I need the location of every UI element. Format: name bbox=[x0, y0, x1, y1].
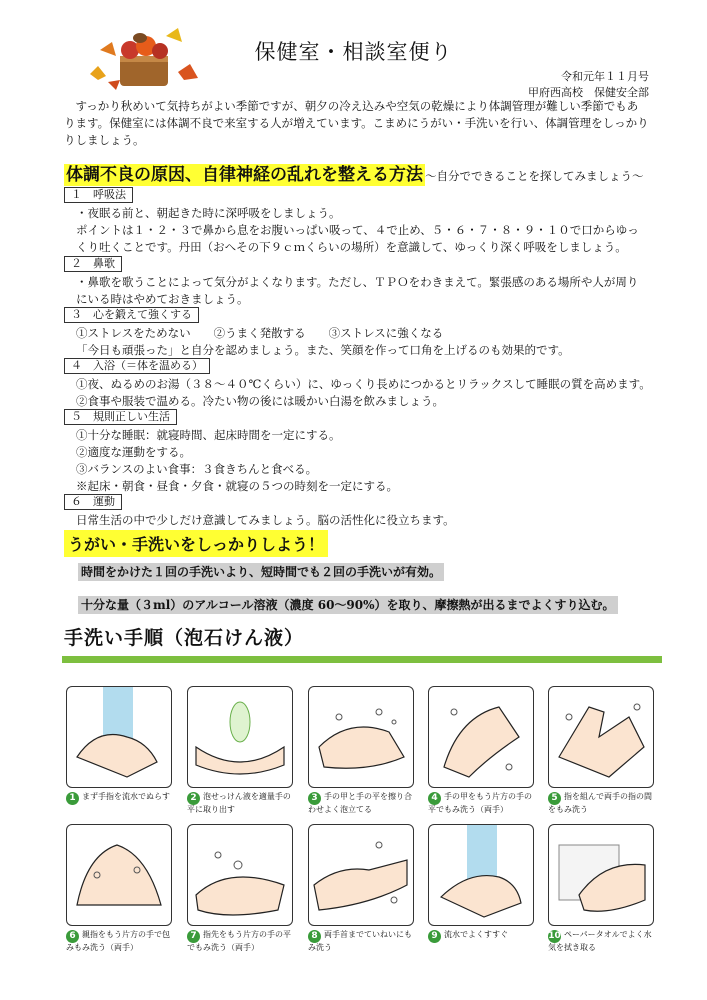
section-line: ②食事や服装で温める。冷たい物の後には暖かい白湯を飲みましょう。 bbox=[76, 394, 444, 408]
step-number: 1 bbox=[66, 792, 79, 805]
step-number: 3 bbox=[308, 792, 321, 805]
step-illustration bbox=[187, 686, 293, 788]
section-label: ４ 入浴（＝体を温める） bbox=[64, 358, 210, 374]
note-two-washes bbox=[78, 561, 444, 580]
section-label: ５ 規則正しい生活 bbox=[64, 409, 177, 425]
section-line: くり吐くことです。丹田（おへその下９ｃｍくらいの場所）を意識して、ゆっくり深く呼吸をしましょう。 bbox=[76, 240, 627, 254]
step-number: 5 bbox=[548, 792, 561, 805]
section-line: ③バランスのよい食事：３食きちんと食べる。 bbox=[76, 462, 318, 476]
section-line: 「今日も頑張った」と自分を認めましょう。また、笑顔を作って口角を上げるのも効果的です。 bbox=[76, 343, 570, 357]
step-caption: 10 ペーパータオルでよく水気を拭き取る bbox=[548, 930, 652, 952]
step-illustration bbox=[187, 824, 293, 926]
issue-date: 令和元年１１月号 bbox=[561, 70, 649, 83]
note-text: 時間をかけた１回の手洗いより、短時間でも２回の手洗いが有効。 bbox=[78, 563, 444, 581]
intro-line: ります。保健室には体調不良で来室する人が増えています。こまめにうがい・手洗いを行い、体調管理をしっかり bbox=[64, 116, 649, 130]
step-card bbox=[308, 686, 418, 815]
step-illustration bbox=[548, 824, 654, 926]
step-number: 6 bbox=[66, 930, 79, 943]
step-card bbox=[428, 824, 538, 943]
divider-bar bbox=[62, 656, 662, 663]
step-number: 2 bbox=[187, 792, 200, 805]
section-bathing bbox=[64, 357, 662, 410]
step-number: 8 bbox=[308, 930, 321, 943]
school-name: 甲府西高校 保健安全部 bbox=[528, 86, 649, 99]
step-card bbox=[187, 686, 297, 815]
section-label: ２ 鼻歌 bbox=[64, 256, 122, 272]
section-regular-life bbox=[64, 408, 662, 495]
step-caption: 9 流水でよくすすぐ bbox=[428, 930, 538, 943]
intro-line: すっかり秋めいて気持ちがよい季節ですが、朝夕の冷え込みや空気の乾燥により体調管理が難しい季節でもあ bbox=[64, 99, 639, 113]
section-humming bbox=[64, 255, 662, 308]
section-line: ポイントは１・２・３で鼻から息をお腹いっぱい吸って、４で止め、５・６・７・８・９・１０で口からゆっ bbox=[76, 223, 639, 237]
section-line: 日常生活の中で少しだけ意識してみましょう。脳の活性化に役立ちます。 bbox=[76, 513, 455, 527]
step-card bbox=[308, 824, 418, 953]
step-card bbox=[548, 824, 658, 953]
step-illustration bbox=[66, 686, 172, 788]
step-caption: 1 まず手指を流水でぬらす bbox=[66, 792, 176, 805]
heading-steps: 手洗い手順（泡石けん液） bbox=[64, 627, 305, 649]
note-alcohol bbox=[78, 594, 618, 613]
section-line: にいる時はやめておきましょう。 bbox=[76, 292, 249, 306]
section-line: ・鼻歌を歌うことによって気分がよくなります。ただし、ＴＰＯをわきまえて。緊張感のある場所や人が周り bbox=[76, 275, 639, 289]
step-illustration bbox=[548, 686, 654, 788]
note-text: 十分な量（３ml）のアルコール溶液（濃度 60～90%）を取り、摩擦熱が出るまでよくすり込む。 bbox=[78, 596, 618, 614]
step-number: 10 bbox=[548, 931, 561, 941]
section-mind bbox=[64, 306, 662, 359]
intro-paragraph bbox=[64, 98, 659, 149]
section-label: １ 呼吸法 bbox=[64, 187, 133, 203]
step-number: 4 bbox=[428, 792, 441, 805]
section-label: ６ 運動 bbox=[64, 494, 122, 510]
section-line: ②適度な運動をする。 bbox=[76, 445, 191, 459]
section-line: ①十分な睡眠：就寝時間、起床時間を一定にする。 bbox=[76, 428, 341, 442]
step-caption: 6 親指をもう片方の手で包みもみ洗う（両手） bbox=[66, 930, 170, 952]
step-illustration bbox=[428, 686, 534, 788]
step-caption: 4 手の甲をもう片方の手の平でもみ洗う（両手） bbox=[428, 792, 532, 814]
step-caption: 3 手の甲と手の平を擦り合わせよく泡立てる bbox=[308, 792, 412, 814]
step-caption: 8 両手首までていねいにもみ洗う bbox=[308, 930, 412, 952]
step-card bbox=[548, 686, 658, 815]
section-exercise bbox=[64, 493, 662, 529]
section-line: ・夜眠る前と、朝起きた時に深呼吸をしましょう。 bbox=[76, 206, 341, 220]
step-number: 9 bbox=[428, 930, 441, 943]
step-card bbox=[187, 824, 297, 953]
heading-handwash: うがい・手洗いをしっかりしよう！ bbox=[64, 530, 328, 557]
step-caption: 2 泡せっけん液を適量手の平に取り出す bbox=[187, 792, 291, 814]
section-line: ※起床・朝食・昼食・夕食・就寝の５つの時刻を一定にする。 bbox=[76, 479, 398, 493]
section-line: ①ストレスをためない ②うまく発散する ③ストレスに強くなる bbox=[76, 326, 444, 340]
intro-line: りしましょう。 bbox=[64, 133, 145, 147]
step-illustration bbox=[428, 824, 534, 926]
step-card bbox=[428, 686, 538, 815]
section-line: ①夜、ぬるめのお湯（３８～４０℃くらい）に、ゆっくり長めにつかるとリラックスして睡眠の質を高めます。 bbox=[76, 377, 651, 391]
section-breathing bbox=[64, 186, 662, 256]
step-number: 7 bbox=[187, 930, 200, 943]
step-card bbox=[66, 824, 176, 953]
heading-autonomic bbox=[64, 160, 644, 185]
step-illustration bbox=[308, 686, 414, 788]
step-caption: 7 指先をもう片方の手の平でもみ洗う（両手） bbox=[187, 930, 291, 952]
step-illustration bbox=[66, 824, 172, 926]
heading-autonomic-sub: ～自分でできることを探してみましょう～ bbox=[425, 169, 644, 183]
step-caption: 5 指を組んで両手の指の間をもみ洗う bbox=[548, 792, 652, 814]
section-label: ３ 心を鍛えて強くする bbox=[64, 307, 199, 323]
step-card bbox=[66, 686, 176, 805]
heading-autonomic-main: 体調不良の原因、自律神経の乱れを整える方法 bbox=[66, 165, 423, 185]
newsletter-title: 保健室・相談室便り bbox=[254, 40, 453, 64]
step-illustration bbox=[308, 824, 414, 926]
